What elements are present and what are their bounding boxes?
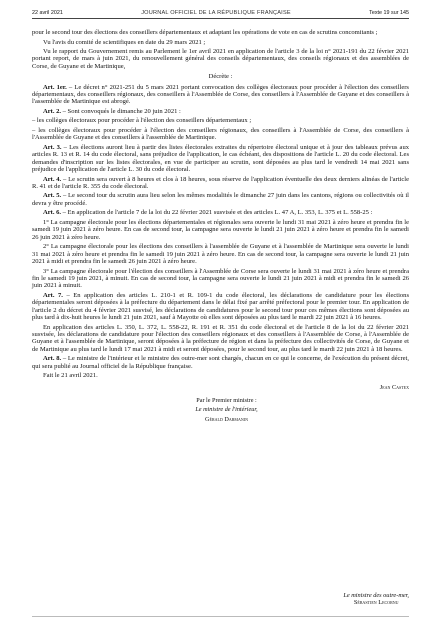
article-text: – Le second tour du scrutin aura lieu selon les mêmes modalités le dimanche 27 juin dans les cantons, régions ou collectivités où il devra y être procédé.: [32, 192, 409, 207]
article-text: – Le scrutin sera ouvert à 8 heures et clos à 18 heures, sous réserve de l'application éventuelle des deux derniers alinéas de l'article R. 41 et de l'article R. 355 du code électoral.: [32, 175, 410, 190]
article-label: Art. 5.: [43, 192, 62, 200]
campaign-item: 3° La campagne électorale pour l'élection des conseillers à l'Assemblée de Corse sera ouverte le lundi 31 mai 2021 à zéro heure et prendra fin le samedi 19 juin 2021, à minuit. En cas de second tour, la campagne sera ouverte le lundi 21 juin 2021 à midi et prendra fin le samedi 26 juin 2021 à minuit.: [32, 267, 409, 290]
campaign-item: 2° La campagne électorale pour les élections des conseillers à l'assemblée de Guyane et à l'assemblée de Martinique sera ouverte le lundi 31 mai 2021 à zéro heure et prendra fin le samedi 19 juin 2021 à zéro heure. En cas de second tour, la campagne sera ouverte le lundi 21 juin 2021 à midi et prendra fin le samedi 26 juin 2021 à zéro heure.: [32, 243, 409, 265]
intro-paragraph: Vu l'avis du comité de scientifiques en date du 29 mars 2021 ;: [43, 38, 206, 46]
article-7-paragraph-2: En application des articles L. 350, L. 372, L. 558-22, R. 191 et R. 351 du code électoral et de l'article 8 de la loi du 22 février 2021 susvisée, les déclarations de candidature pour l'élection des conseillers régionaux et des conseillers à l'Assemblée de Corse, à l'Assemblée de Guyane et à l'assemblée de Martinique, seront déposées à la préfecture de région et dans la préfecture des collectivités de Corse, de Guyane et de Martinique au plus tard le lundi 17 mai 2021 à midi et seront déposées, pour le second tour, au plus tard le mardi 22 juin 2021 à 18 heures.: [32, 323, 409, 353]
article-label: Art. 2.: [43, 107, 61, 115]
article-label: Art. 1er.: [43, 83, 67, 91]
article-text: – En application de l'article 7 de la loi du 22 février 2021 susvisée et des articles L. 47 A, L. 353, L. 375 et L. 558-25 :: [61, 209, 373, 217]
page-indicator: Texte 19 sur 145: [369, 10, 409, 16]
article-label: Art. 6.: [43, 209, 61, 217]
signing-date: Fait le 21 avril 2021.: [43, 372, 98, 380]
article-text: – En application des articles L. 210-1 et R. 109-1 du code électoral, les déclarations de candidature pour les élections départementales seront déposées à la préfecture du département dans le délai fixé par arrêté préfectoral pour le premier tour. En application de l'article 2 du décret du 4 février 2021 susvisé, les déclarations de candidatures pour le second tour pour ces mêmes élections sont déposées au plus tard à dix-huit heures le lundi 21 juin 2021, sauf à Mayotte où elles sont déposées au plus tard le mardi 22 juin 2021 à 16 heures.: [32, 291, 409, 322]
par-premier-ministre: Par le Premier ministre :: [196, 396, 257, 404]
campaign-item: 1° La campagne électorale pour les élections départementales et régionales sera ouverte le lundi 31 mai 2021 à zéro heure et prendra fin le samedi 19 juin 2021 à zéro heure. En cas de second tour, la campagne sera ouverte le lundi 21 juin 2021 à zéro heure et prendra fin le samedi 26 juin 2021 à zéro heure.: [32, 218, 409, 241]
article-label: Art. 7.: [43, 291, 63, 299]
journal-title: JOURNAL OFFICIEL DE LA RÉPUBLIQUE FRANÇAISE: [141, 10, 291, 16]
article-text: – Sont convoqués le dimanche 20 juin 2021 :: [61, 107, 181, 115]
countersignature-interior: [44, 397, 409, 423]
article-8: [32, 355, 409, 370]
article-text: – Le ministre de l'intérieur et le ministre des outre-mer sont chargés, chacun en ce qui le concerne, de l'exécution du présent décret, qui sera publié au Journal officiel de la République française.: [32, 355, 409, 370]
intro-paragraph: Vu le rapport du Gouvernement remis au Parlement le 1er avril 2021 en application de l'article 3 de la loi n° 2021-191 du 22 février 2021 portant report, de mars à juin 2021, du renouvellement général des conseils départementaux, des conseils régionaux et des assemblées de Corse, de Guyane et de Martinique,: [32, 48, 409, 70]
convocation-list: [32, 117, 409, 141]
article-label: Art. 8.: [43, 355, 62, 363]
article-label: Art. 4.: [43, 175, 62, 183]
article-1: [32, 84, 409, 106]
page-header: [32, 6, 409, 19]
header-date: 22 avril 2021: [32, 10, 63, 16]
article-label: Art. 3.: [43, 143, 62, 151]
intro-paragraph: pour le second tour des élections des conseillers départementaux et adaptant les opérations de vote en cas de scrutins concomitants ;: [32, 29, 378, 36]
article-6: [32, 209, 409, 216]
article-7: [32, 292, 409, 322]
bottom-divider: [32, 616, 409, 617]
list-item: – les collèges électoraux pour procéder à l'élection des conseillers départementaux ;: [32, 117, 252, 125]
interior-minister-name: Gérald Darmanin: [205, 415, 248, 423]
decrete-heading: Décrète :: [208, 73, 233, 81]
article-5: [32, 192, 409, 207]
overseas-minister-title: Le ministre des outre-mer,: [343, 591, 409, 599]
article-2: [32, 108, 409, 115]
article-text: – Le décret n° 2021-251 du 5 mars 2021 portant convocation des collèges électoraux pour procéder à l'élection des conseillers départementaux, des conseillers régionaux, des conseillers à l'Assemblée de Corse, des conseillers à l'Assemblée de Guyane et des conseillers à l'assemblée de Martinique est abrogé.: [32, 83, 409, 106]
list-item: – les collèges électoraux pour procéder à l'élection des conseillers régionaux, des conseillers à l'Assemblée de Corse, des conseillers à l'Assemblée de Guyane et des conseillers à l'assemblée de Martinique.: [32, 126, 409, 142]
overseas-minister-name: Sébastien Lecornu: [353, 599, 399, 607]
decree-body: [32, 29, 409, 423]
article-4: [32, 176, 409, 191]
prime-minister-signature: Jean Castex: [379, 383, 409, 391]
article-3: [32, 144, 409, 174]
interior-minister-title: Le ministre de l'intérieur,: [195, 406, 258, 414]
countersignature-overseas: [343, 592, 409, 607]
article-text: – Les élections auront lieu à partir des listes électorales extraites du répertoire électoral unique et à jour des tableaux prévus aux articles R. 13 et R. 14 du code électoral, sans préjudice de l'application, le cas échéant, des dispositions de l'article L. 20 du code électoral. Les demandes d'inscription sur les listes électorales, en vue de participer au scrutin, sont déposées au plus tard le vendredi 14 mai 2021 sans préjudice de l'application de l'article L. 30 du code électoral.: [32, 143, 409, 174]
